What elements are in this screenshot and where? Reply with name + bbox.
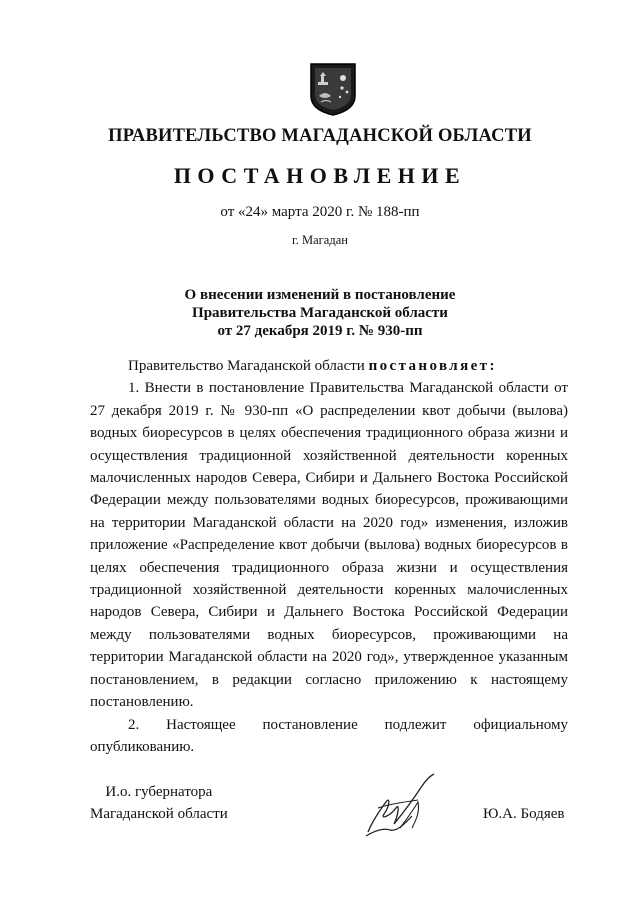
- clause-2: 2. Настоящее постановление подлежит официальному опубликованию.: [90, 716, 568, 755]
- signer-name: Ю.А. Бодяев: [483, 806, 565, 822]
- subject-line: от 27 декабря 2019 г. № 930-пп: [217, 323, 423, 339]
- organization-title: ПРАВИТЕЛЬСТВО МАГАДАНСКОЙ ОБЛАСТИ: [108, 126, 532, 146]
- clause-1: 1. Внести в постановление Правительства Магаданской области от 27 декабря 2019 г. № 930-пп «О распределении квот добычи (вылова) водных биоресурсов в целях обеспечения традиционного образа жизни и осуществления традиционной хозяйственной деятельности коренных малочисленных народов Севера, Сибири и Дальнего Востока Российской Федерации между пользователями водных биоресурсов, проживающими на территории Магаданской области на 2020 год» изменения, изложив приложение «Распределение квот добычи (вылова) водных биоресурсов в целях обеспечения традиционного образа жизни и осуществления традиционной хозяйственной деятельности коренных малочисленных народов Севера, Сибири и Дальнего Востока Российской Федерации между пользователями водных биоресурсов, проживающими на территории Магаданской области на 2020 год», утвержденное указанным постановлением, в редакции согласно приложению к настоящему постановлению.: [90, 380, 568, 711]
- document-body: [90, 355, 568, 758]
- document-type-title: ПОСТАНОВЛЕНИЕ: [173, 163, 467, 188]
- coat-of-arms-icon: [309, 62, 357, 116]
- resolves-word: постановляет:: [368, 358, 497, 374]
- document-subject: [0, 286, 640, 340]
- subject-line: О внесении изменений в постановление: [184, 287, 456, 303]
- signer-position-line: И.о. губернатора: [105, 784, 213, 800]
- subject-line: Правительства Магаданской области: [192, 305, 448, 321]
- intro-text: Правительство Магаданской области: [128, 358, 369, 374]
- handwritten-signature-icon: [360, 772, 440, 840]
- document-city: г. Магадан: [292, 233, 348, 247]
- signer-position-line: Магаданской области: [90, 806, 228, 822]
- document-date-number: от «24» марта 2020 г. № 188-пп: [220, 204, 420, 220]
- intro-paragraph: [90, 355, 568, 377]
- signer-position: [90, 781, 228, 825]
